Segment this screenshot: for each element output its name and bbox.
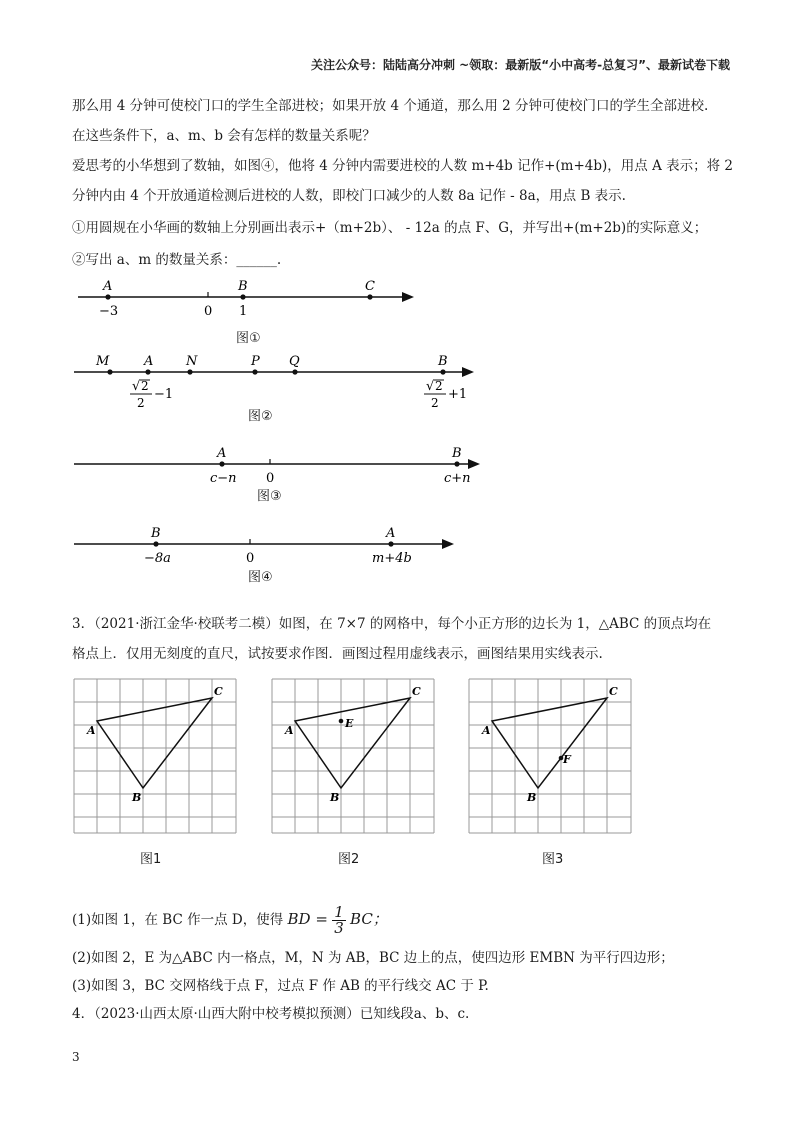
- fig2-point-p: P: [251, 354, 260, 369]
- intro-line-2: 在这些条件下，a、m、b 会有怎样的数量关系呢？: [72, 128, 376, 144]
- fig1-point-b: B: [238, 279, 248, 294]
- fig4-point-b: B: [151, 526, 161, 541]
- fig2-suffix-a: −1: [154, 387, 174, 402]
- fig3-point-a: A: [217, 446, 227, 461]
- fig2-sqrt-b: 2: [435, 379, 443, 393]
- fig3-point-b: B: [452, 446, 462, 461]
- q1-denominator: 3: [334, 919, 344, 937]
- g2-label-c: C: [412, 685, 421, 698]
- number-line-figure-1: [0, 275, 800, 350]
- fig2-point-q: Q: [289, 354, 300, 369]
- g1-label-b: B: [132, 791, 142, 804]
- fig1-label-b: 1: [239, 304, 248, 319]
- q1-numerator: 1: [334, 903, 344, 921]
- fig4-caption: 图④: [248, 570, 273, 585]
- grid-figure-2: [270, 677, 440, 837]
- g3-label-b: B: [527, 791, 537, 804]
- fig3-caption: 图③: [257, 489, 282, 504]
- g1-label-c: C: [214, 685, 223, 698]
- page-header: 关注公众号：陆陆高分冲刺 ~领取：最新版“小中高考-总复习”、最新试卷下载: [311, 58, 730, 72]
- fig1-caption: 图①: [236, 331, 261, 346]
- g2-label-b: B: [330, 791, 340, 804]
- g3-label-c: C: [609, 685, 618, 698]
- number-line-figure-3: [0, 442, 800, 487]
- problem3-q2: (2)如图 2，E 为△ABC 内一格点，M，N 为 AB，BC 边上的点，使四边形 EMBN 为平行四边形；: [72, 950, 674, 966]
- fig2-point-m: M: [96, 354, 110, 369]
- page-number: 3: [72, 1050, 80, 1064]
- fig1-point-a: A: [103, 279, 113, 294]
- g3-label-f: F: [563, 753, 571, 766]
- intro-line-4: 分钟内由 4 个开放通道检测后进校的人数，即校门口减少的人数 8a 记作 - 8a，用点 B 表示.: [72, 188, 626, 204]
- fig2-point-a: A: [144, 354, 154, 369]
- fig1-label-a: −3: [99, 304, 119, 319]
- fig4-label-0: 0: [246, 551, 255, 566]
- fig4-point-a: A: [386, 526, 396, 541]
- grid1-caption: 图1: [140, 852, 162, 867]
- g1-label-a: A: [87, 724, 96, 737]
- number-line-figure-2: [0, 350, 800, 410]
- grid3-caption: 图3: [542, 852, 564, 867]
- fig2-suffix-b: +1: [448, 387, 468, 402]
- fig2-caption: 图②: [248, 409, 273, 424]
- fig2-sqrt-a: 2: [141, 379, 149, 393]
- grid-figure-3: [467, 677, 637, 837]
- intro-line-3: 爱思考的小华想到了数轴，如图④，他将 4 分钟内需要进校的人数 m+4b 记作+(m+4b)，用点 A 表示；将 2: [72, 158, 733, 174]
- problem3-q3: (3)如图 3，BC 交网格线于点 F，过点 F 作 AB 的平行线交 AC 于 P.: [72, 978, 489, 994]
- q1-fraction: [332, 905, 346, 936]
- grid2-caption: 图2: [338, 852, 360, 867]
- fig1-point-c: C: [365, 279, 375, 294]
- fig3-label-0: 0: [266, 471, 275, 486]
- fig4-label-a: m+4b: [372, 551, 412, 566]
- g2-label-a: A: [285, 724, 294, 737]
- fig3-label-b: c+n: [444, 471, 471, 486]
- intro-line-6: ②写出 a、m 的数量关系：______.: [72, 252, 282, 268]
- fig2-point-n: N: [186, 354, 198, 369]
- problem3-line-1: 3．（2021·浙江金华·校联考二模）如图，在 7×7 的网格中，每个小正方形的边长为 1，△ABC 的顶点均在: [72, 616, 712, 632]
- q1-lhs: BD =: [287, 910, 328, 928]
- problem3-q1: [72, 902, 388, 937]
- fig2-point-b: B: [438, 354, 448, 369]
- fig3-label-a: c−n: [210, 471, 237, 486]
- fig1-label-0: 0: [204, 304, 213, 319]
- fig4-label-b: −8a: [144, 551, 171, 566]
- number-line-figure-4: [0, 522, 800, 567]
- fig2-den-b: 2: [431, 396, 439, 410]
- problem4-text: 4．（2023·山西太原·山西大附中校考模拟预测）已知线段a、b、c.: [72, 1006, 470, 1022]
- problem3-line-2: 格点上．仅用无刻度的直尺，试按要求作图．画图过程用虚线表示，画图结果用实线表示.: [72, 646, 603, 662]
- fig2-sqrt-symbol-a: √: [132, 379, 141, 394]
- intro-line-1: 那么用 4 分钟可使校门口的学生全部进校；如果开放 4 个通道，那么用 2 分钟可使校门口的学生全部进校.: [72, 98, 709, 114]
- q1-rhs: BC；: [350, 910, 388, 928]
- fig2-sqrt-symbol-b: √: [426, 379, 435, 394]
- q1-prefix: (1)如图 1，在 BC 作一点 D，使得: [72, 912, 284, 928]
- intro-line-5: ①用圆规在小华画的数轴上分别画出表示+（m+2b）、 - 12a 的点 F、G，并写出+(m+2b)的实际意义；: [72, 220, 708, 236]
- g2-label-e: E: [345, 717, 354, 730]
- grid-figure-1: [72, 677, 242, 837]
- fig2-den-a: 2: [137, 396, 145, 410]
- g3-label-a: A: [482, 724, 491, 737]
